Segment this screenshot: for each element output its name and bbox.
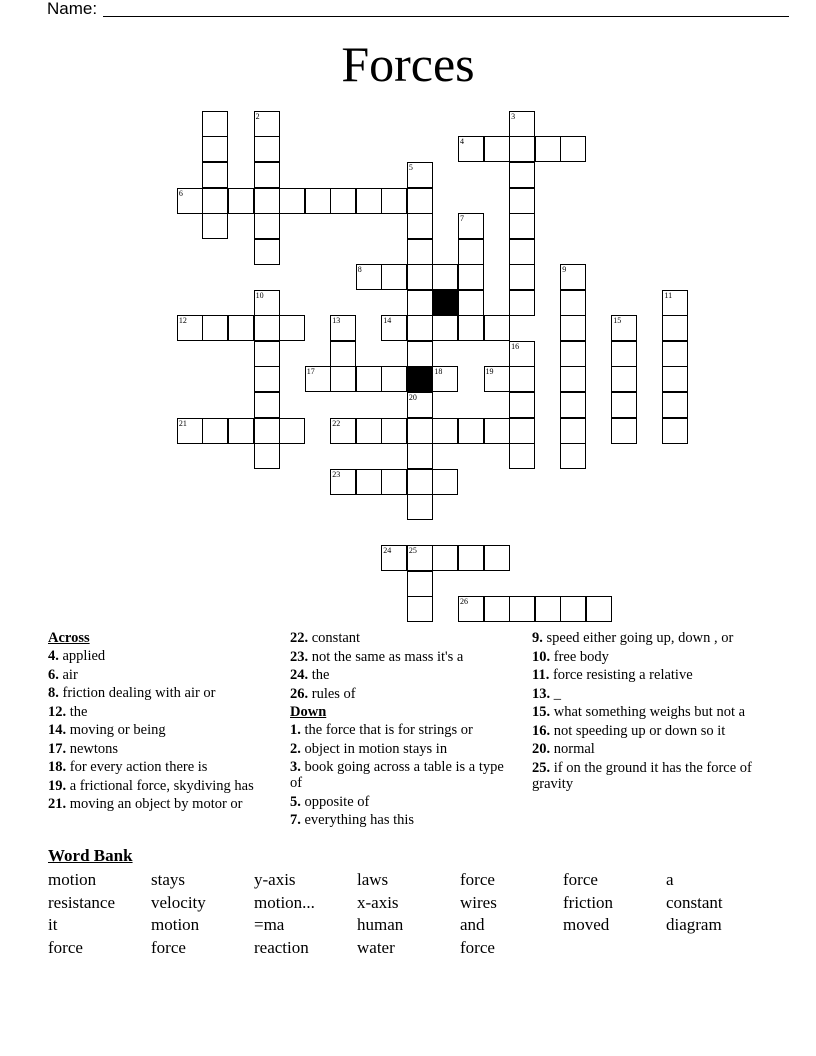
grid-cell[interactable] <box>381 418 407 444</box>
grid-cell[interactable] <box>279 315 305 341</box>
word-bank-item: diagram <box>666 915 722 935</box>
clue <box>290 722 510 738</box>
grid-cell[interactable] <box>458 545 484 571</box>
word-bank-item: x-axis <box>357 892 399 912</box>
word-bank-item: human <box>357 915 404 935</box>
grid-cell[interactable] <box>509 188 535 214</box>
name-label: Name: <box>47 0 98 18</box>
grid-cell[interactable] <box>458 290 484 316</box>
clue-number-label: 14. <box>48 722 67 738</box>
clue-number: 6 <box>178 188 183 198</box>
grid-cell[interactable] <box>356 366 382 392</box>
clue <box>532 630 757 646</box>
clue <box>48 796 278 812</box>
word-bank-item: =ma <box>254 915 285 935</box>
clue-number: 15 <box>613 316 622 326</box>
grid-cell[interactable] <box>407 239 433 265</box>
grid-cell[interactable] <box>611 392 637 418</box>
grid-cell[interactable] <box>535 136 561 162</box>
grid-cell[interactable] <box>662 315 688 341</box>
grid-cell[interactable] <box>509 162 535 188</box>
clue-number: 22 <box>332 418 341 428</box>
grid-cell[interactable] <box>407 469 433 495</box>
grid-cell[interactable] <box>254 111 280 137</box>
clue <box>290 794 510 810</box>
grid-cell[interactable] <box>381 469 407 495</box>
clue-text: object in motion stays in <box>300 740 448 757</box>
grid-cell[interactable] <box>509 596 535 622</box>
clue-text: for every action there is <box>66 759 208 775</box>
clue-text: moving or being <box>66 722 166 738</box>
grid-cell[interactable] <box>484 315 510 341</box>
clue-number-label: 26. <box>290 685 309 702</box>
grid-cell[interactable] <box>407 545 433 571</box>
clue-text: not the same as mass it's a <box>308 648 464 665</box>
grid-cell[interactable] <box>432 469 458 495</box>
clue-text: force resisting a relative <box>549 667 693 683</box>
clue <box>290 667 510 683</box>
clue <box>48 648 278 664</box>
grid-cell[interactable] <box>509 239 535 265</box>
black-cell <box>407 366 433 392</box>
clue-text: the <box>308 667 330 683</box>
clue <box>48 667 278 683</box>
clue-number-label: 10. <box>532 648 551 665</box>
clue-text: the <box>66 703 88 720</box>
grid-cell[interactable] <box>611 366 637 392</box>
grid-cell[interactable] <box>458 264 484 290</box>
clue-number-label: 13. <box>532 685 551 702</box>
grid-cell[interactable] <box>611 315 637 341</box>
grid-cell[interactable] <box>509 136 535 162</box>
grid-cell[interactable] <box>330 341 356 367</box>
grid-cell[interactable] <box>228 188 254 214</box>
clue-number: 18 <box>434 367 443 377</box>
grid-cell[interactable] <box>509 392 535 418</box>
clue <box>532 760 757 792</box>
grid-cell[interactable] <box>305 366 331 392</box>
clue-text: speed either going up, down , or <box>542 630 734 646</box>
grid-cell[interactable] <box>509 111 535 137</box>
grid-cell[interactable] <box>279 188 305 214</box>
grid-cell[interactable] <box>407 596 433 622</box>
word-bank-item: resistance <box>48 892 116 912</box>
clue <box>48 704 278 720</box>
clue-number: 9 <box>562 265 567 275</box>
word-bank-item: reaction <box>254 937 309 957</box>
grid-cell[interactable] <box>407 290 433 316</box>
grid-cell[interactable] <box>662 418 688 444</box>
clue-column-1 <box>48 630 278 815</box>
grid-cell[interactable] <box>484 545 510 571</box>
clue-number: 24 <box>383 546 392 556</box>
clue <box>532 686 757 702</box>
word-bank-item: motion... <box>254 892 315 912</box>
word-bank-item: constant <box>666 892 723 912</box>
clue-text: book going across a table is a type of <box>290 759 504 791</box>
grid-cell[interactable] <box>356 469 382 495</box>
clue-column-3 <box>532 630 757 794</box>
grid-cell[interactable] <box>432 264 458 290</box>
clue <box>48 759 278 775</box>
clue-text: the force that is for strings or <box>300 722 473 738</box>
clue-text: friction dealing with air or <box>58 685 216 701</box>
clue-number: 5 <box>408 163 413 172</box>
grid-cell[interactable] <box>509 366 535 392</box>
clue-heading: Across <box>48 630 90 646</box>
clue-text: opposite of <box>300 793 370 810</box>
grid-cell[interactable] <box>560 315 586 341</box>
clue-number-label: 18. <box>48 759 67 775</box>
word-bank-item: wires <box>460 892 497 912</box>
grid-cell[interactable] <box>407 443 433 469</box>
grid-cell[interactable] <box>432 366 458 392</box>
clue-number-label: 23. <box>290 648 309 665</box>
clue-number-label: 16. <box>532 722 551 739</box>
clue <box>48 741 278 757</box>
clue-number-label: 22. <box>290 630 309 646</box>
clue-number-label: 7. <box>290 812 301 828</box>
clue-number: 26 <box>460 597 468 607</box>
grid-cell[interactable] <box>254 341 280 367</box>
word-bank-item: water <box>357 937 395 957</box>
word-bank-item: friction <box>563 892 614 912</box>
clue-number-label: 12. <box>48 703 67 720</box>
grid-cell[interactable] <box>407 213 433 239</box>
word-bank-item: velocity <box>151 892 206 912</box>
grid-cell[interactable] <box>254 188 280 214</box>
word-bank-item: stays <box>151 870 185 889</box>
grid-cell[interactable] <box>560 418 586 444</box>
grid-cell[interactable] <box>407 418 433 444</box>
grid-cell[interactable] <box>432 315 458 341</box>
grid-cell[interactable] <box>535 596 561 622</box>
clue-number: 7 <box>460 214 464 224</box>
clue-number-label: 8. <box>48 685 59 701</box>
grid-cell[interactable] <box>177 188 203 214</box>
clue-number: 2 <box>255 111 260 121</box>
word-bank-item: force <box>460 937 495 957</box>
clue-number-label: 3. <box>290 759 301 775</box>
clue-number: 14 <box>383 316 392 326</box>
clue-number: 4 <box>460 137 464 147</box>
grid-cell[interactable] <box>254 418 280 444</box>
clue-number: 20 <box>408 392 417 402</box>
grid-cell[interactable] <box>254 213 280 239</box>
clue <box>532 667 757 683</box>
word-bank-item: y-axis <box>254 870 296 889</box>
clue-number: 3 <box>511 111 516 121</box>
grid-cell[interactable] <box>560 341 586 367</box>
clue-text: if on the ground it has the force of gravity <box>532 759 752 792</box>
grid-cell[interactable] <box>202 213 228 239</box>
grid-cell[interactable] <box>177 418 203 444</box>
grid-cell[interactable] <box>407 392 433 418</box>
clue-text: not speeding up or down so it <box>550 722 726 739</box>
grid-cell[interactable] <box>254 443 280 469</box>
grid-cell[interactable] <box>279 418 305 444</box>
word-bank-item: it <box>48 915 58 935</box>
grid-cell[interactable] <box>202 136 228 162</box>
grid-cell[interactable] <box>330 469 356 495</box>
clue <box>532 704 757 720</box>
grid-cell[interactable] <box>458 315 484 341</box>
grid-cell[interactable] <box>560 290 586 316</box>
grid-cell[interactable] <box>254 239 280 265</box>
grid-cell[interactable] <box>611 341 637 367</box>
grid-cell[interactable] <box>509 418 535 444</box>
clue-number: 8 <box>357 265 362 275</box>
grid-cell[interactable] <box>356 418 382 444</box>
grid-cell[interactable] <box>356 264 382 290</box>
clue <box>532 649 757 665</box>
grid-cell[interactable] <box>560 366 586 392</box>
grid-cell[interactable] <box>662 392 688 418</box>
clue <box>290 649 510 665</box>
grid-cell[interactable] <box>177 315 203 341</box>
grid-cell[interactable] <box>509 443 535 469</box>
clue-number-label: 19. <box>48 777 67 794</box>
grid-cell[interactable] <box>254 392 280 418</box>
grid-cell[interactable] <box>662 341 688 367</box>
grid-cell[interactable] <box>254 315 280 341</box>
word-bank-title: Word Bank <box>48 846 133 865</box>
grid-cell[interactable] <box>560 136 586 162</box>
clue-text: a frictional force, skydiving has <box>66 777 254 794</box>
grid-cell[interactable] <box>228 315 254 341</box>
word-bank-item: force <box>460 870 495 889</box>
grid-cell[interactable] <box>254 290 280 316</box>
clue <box>290 741 510 757</box>
clue-number-label: 20. <box>532 741 551 757</box>
word-bank-item: motion <box>151 915 200 935</box>
clue-text: _ <box>550 685 561 702</box>
grid-cell[interactable] <box>611 418 637 444</box>
grid-cell[interactable] <box>458 213 484 239</box>
grid-cell[interactable] <box>509 341 535 367</box>
grid-cell[interactable] <box>228 418 254 444</box>
clue-number-label: 2. <box>290 740 301 757</box>
word-bank-item: force <box>48 937 83 957</box>
word-bank-item: a <box>666 870 674 889</box>
clue <box>532 741 757 757</box>
grid-cell[interactable] <box>560 392 586 418</box>
grid-cell[interactable] <box>458 418 484 444</box>
clue <box>290 686 510 702</box>
word-bank-item: force <box>151 937 186 957</box>
clue-text: rules of <box>308 685 356 702</box>
clue-number: 13 <box>332 316 341 326</box>
clue-text: everything has this <box>300 812 415 828</box>
grid-cell[interactable] <box>586 596 612 622</box>
grid-cell[interactable] <box>484 136 510 162</box>
clue-number-label: 9. <box>532 630 543 646</box>
page-title: Forces <box>341 36 475 92</box>
grid-cell[interactable] <box>254 162 280 188</box>
grid-cell[interactable] <box>202 111 228 137</box>
grid-cell[interactable] <box>254 136 280 162</box>
clue-number: 10 <box>255 290 264 300</box>
grid-cell[interactable] <box>560 596 586 622</box>
clue-number: 19 <box>485 367 494 377</box>
word-bank-item: and <box>460 915 485 935</box>
grid-cell[interactable] <box>407 341 433 367</box>
grid-cell[interactable] <box>407 264 433 290</box>
clue-column-2 <box>290 630 510 831</box>
grid-cell[interactable] <box>458 136 484 162</box>
grid-cell[interactable] <box>662 290 688 316</box>
grid-cell[interactable] <box>458 239 484 265</box>
grid-cell[interactable] <box>407 571 433 597</box>
clue-text: newtons <box>66 740 119 757</box>
grid-cell[interactable] <box>662 366 688 392</box>
grid-cell[interactable] <box>560 443 586 469</box>
clue-number-label: 21. <box>48 796 67 812</box>
word-bank-grid <box>48 869 768 959</box>
grid-cell[interactable] <box>305 188 331 214</box>
grid-cell[interactable] <box>202 162 228 188</box>
clue-text: normal <box>550 741 595 757</box>
clue <box>290 759 510 791</box>
grid-cell[interactable] <box>509 213 535 239</box>
grid-cell[interactable] <box>432 545 458 571</box>
clue-heading: Down <box>290 704 327 720</box>
word-bank-item: moved <box>563 915 610 935</box>
grid-cell[interactable] <box>381 188 407 214</box>
clue-number-label: 5. <box>290 793 301 810</box>
clue <box>290 630 510 646</box>
grid-cell[interactable] <box>509 264 535 290</box>
clue-number: 17 <box>306 367 315 377</box>
clue-text: constant <box>308 630 361 646</box>
grid-cell[interactable] <box>484 366 510 392</box>
clue-text: air <box>58 666 78 683</box>
clue-number: 12 <box>178 316 187 326</box>
word-bank-item: motion <box>48 870 97 889</box>
grid-cell[interactable] <box>202 418 228 444</box>
clue-number-label: 17. <box>48 740 67 757</box>
clue-number-label: 1. <box>290 722 301 738</box>
clue-number-label: 4. <box>48 648 59 664</box>
clue-text: free body <box>550 648 609 665</box>
grid-cell[interactable] <box>458 596 484 622</box>
clue-number: 21 <box>178 418 187 428</box>
grid-cell[interactable] <box>432 418 458 444</box>
clue <box>532 723 757 739</box>
grid-cell[interactable] <box>484 596 510 622</box>
grid-cell[interactable] <box>202 315 228 341</box>
clue-text: what something weighs but not a <box>550 704 746 720</box>
clue-text: moving an object by motor or <box>66 796 243 812</box>
clue-number: 16 <box>511 341 520 351</box>
grid-cell[interactable] <box>407 315 433 341</box>
grid-cell[interactable] <box>202 188 228 214</box>
clue <box>48 685 278 701</box>
clue <box>290 812 510 828</box>
grid-cell[interactable] <box>381 315 407 341</box>
grid-cell[interactable] <box>407 188 433 214</box>
grid-cell[interactable] <box>330 315 356 341</box>
clue-number-label: 24. <box>290 667 309 683</box>
grid-cell[interactable] <box>560 264 586 290</box>
clue-number: 11 <box>664 290 673 300</box>
grid-cell[interactable] <box>356 188 382 214</box>
grid-cell[interactable] <box>407 162 433 188</box>
grid-cell[interactable] <box>330 188 356 214</box>
grid-cell[interactable] <box>254 366 280 392</box>
word-bank-item: force <box>563 870 598 889</box>
grid-cell[interactable] <box>381 545 407 571</box>
clue-number-label: 6. <box>48 666 59 683</box>
clue-number-label: 15. <box>532 704 551 720</box>
clue <box>48 722 278 738</box>
clue <box>48 778 278 794</box>
grid-cell[interactable] <box>381 366 407 392</box>
grid-cell[interactable] <box>484 418 510 444</box>
grid-cell[interactable] <box>330 418 356 444</box>
word-bank-item: laws <box>357 870 389 889</box>
grid-cell[interactable] <box>407 494 433 520</box>
clue-number-label: 11. <box>532 667 550 683</box>
clue-number: 23 <box>332 469 341 479</box>
grid-cell[interactable] <box>509 290 535 316</box>
grid-cell[interactable] <box>330 366 356 392</box>
clue-text: applied <box>58 648 106 664</box>
clue-number-label: 25. <box>532 759 551 776</box>
grid-cell[interactable] <box>381 264 407 290</box>
black-cell <box>432 290 458 316</box>
clue-number: 25 <box>408 546 417 556</box>
